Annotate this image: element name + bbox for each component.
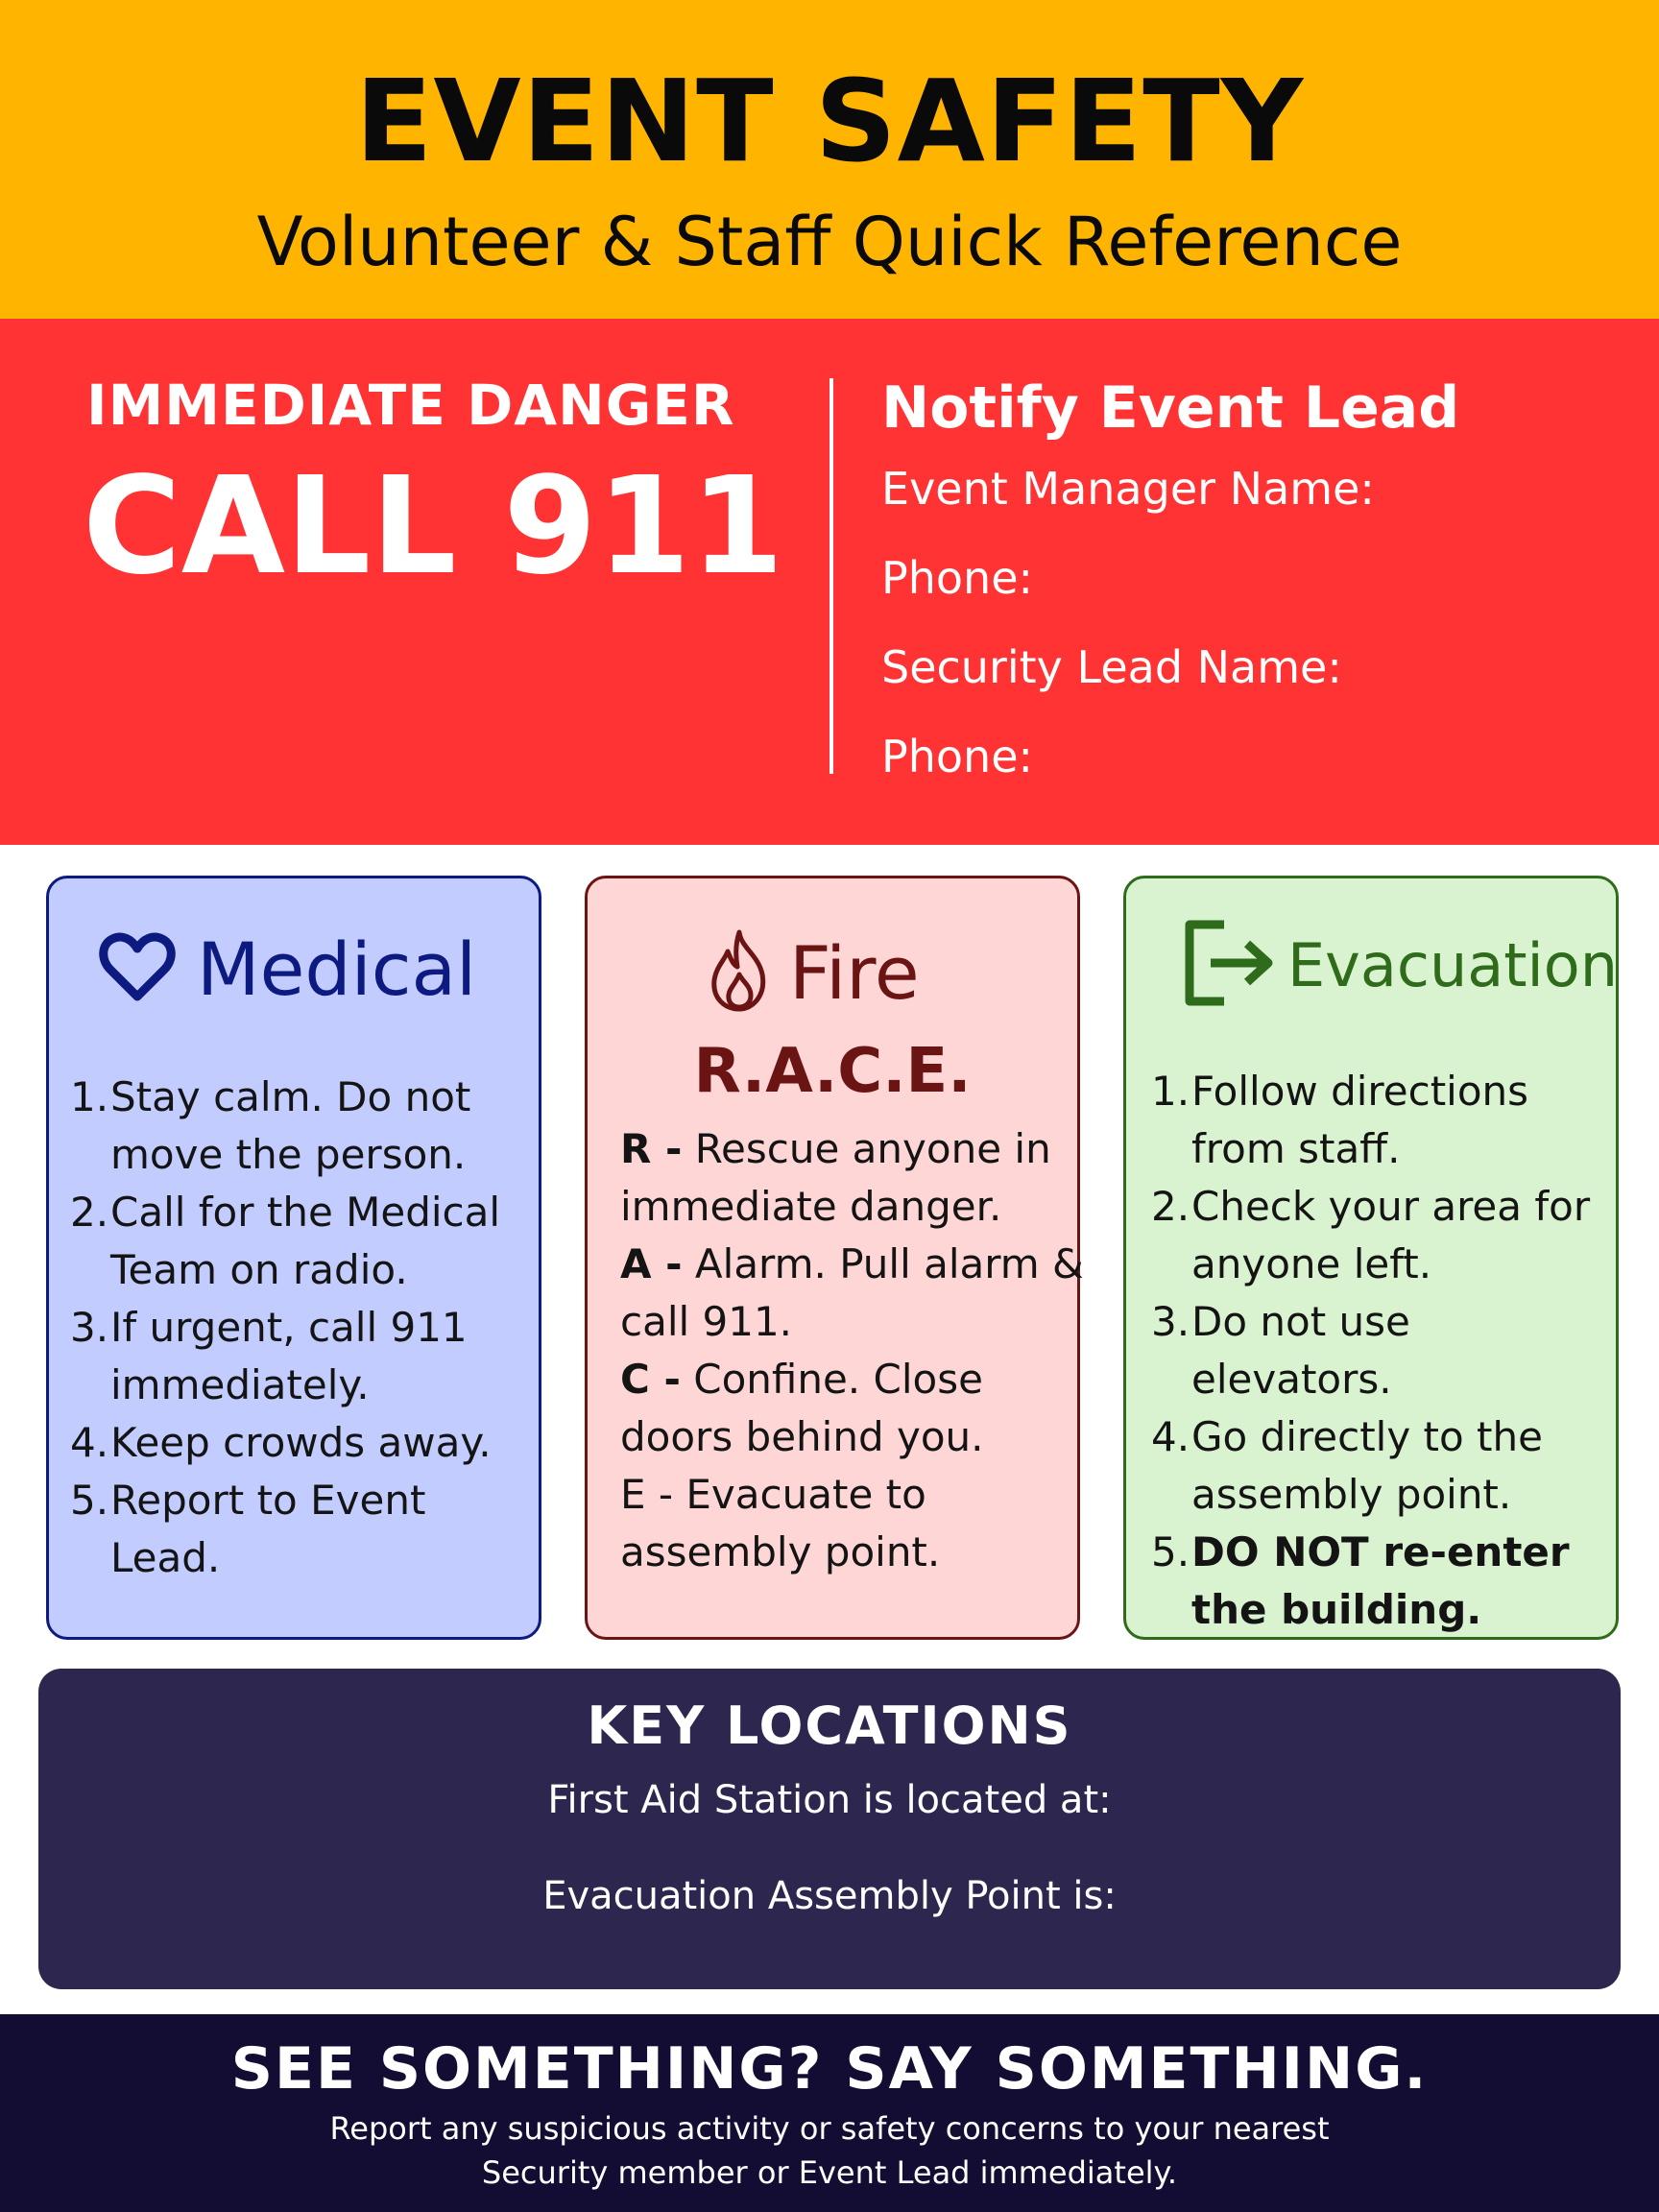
- page-title: EVENT SAFETY: [354, 55, 1305, 187]
- evacuation-card-title: Evacuation: [1287, 929, 1618, 1000]
- race-item-alarm-cont: call 911.: [620, 1298, 793, 1345]
- race-item-evacuate: E - Evacuate to: [620, 1471, 926, 1518]
- evacuation-card: [1123, 876, 1619, 1640]
- race-item-alarm: A - Alarm. Pull alarm &: [620, 1240, 1084, 1287]
- race-item-confine-cont: doors behind you.: [620, 1413, 984, 1460]
- race-item-rescue: R - Rescue anyone in: [620, 1125, 1051, 1172]
- assembly-point-field: Evacuation Assembly Point is:: [542, 1874, 1117, 1918]
- medical-card: [46, 876, 541, 1640]
- key-locations-panel: [38, 1669, 1621, 1989]
- list-item: 2. Check your area for anyone left.: [1151, 1183, 1591, 1287]
- race-acronym: R.A.C.E.: [693, 1036, 972, 1107]
- first-aid-station-field: First Aid Station is located at:: [547, 1778, 1112, 1822]
- danger-divider: [830, 378, 833, 774]
- list-item: 4. Go directly to the assembly point.: [1151, 1413, 1543, 1518]
- security-lead-phone-field: Phone:: [881, 731, 1033, 782]
- race-item-rescue-cont: immediate danger.: [620, 1183, 1002, 1230]
- danger-panel: [0, 319, 1659, 845]
- race-item-evacuate-cont: assembly point.: [620, 1528, 941, 1575]
- list-item: 3. Do not use elevators.: [1151, 1298, 1410, 1403]
- immediate-danger-heading: IMMEDIATE DANGER: [86, 373, 735, 438]
- footer-line-2: Security member or Event Lead immediately.: [481, 2154, 1178, 2191]
- list-item: 5. DO NOT re-enter the building.: [1151, 1528, 1570, 1633]
- race-item-confine: C - Confine. Close: [620, 1356, 983, 1403]
- notify-event-lead-heading: Notify Event Lead: [881, 374, 1460, 442]
- evacuation-steps-list: [1151, 1063, 1616, 1639]
- fire-card-header: [703, 926, 920, 1019]
- footer-title: SEE SOMETHING? SAY SOMETHING.: [230, 2035, 1429, 2103]
- call-911-text: CALL 911: [83, 448, 784, 605]
- event-manager-name-field: Event Manager Name:: [881, 463, 1375, 515]
- footer-line-1: Report any suspicious activity or safety concerns to your nearest: [329, 2110, 1330, 2147]
- exit-icon: [1182, 917, 1276, 1013]
- list-item: 1. Stay calm. Do not move the person.: [70, 1073, 471, 1178]
- footer-banner: [0, 2014, 1659, 2212]
- flame-icon: [703, 926, 776, 1019]
- medical-card-title: Medical: [197, 926, 477, 1012]
- fire-card-title: Fire: [789, 929, 920, 1016]
- list-item: 5. Report to Event Lead.: [70, 1477, 426, 1581]
- evacuation-card-header: [1182, 917, 1618, 1013]
- list-item: 2. Call for the Medical Team on radio.: [70, 1189, 501, 1293]
- heart-icon: [99, 931, 176, 1008]
- security-lead-name-field: Security Lead Name:: [881, 641, 1342, 693]
- event-manager-phone-field: Phone:: [881, 552, 1033, 604]
- fire-card: [585, 876, 1084, 1640]
- header-banner: [0, 0, 1659, 319]
- medical-card-header: [99, 926, 476, 1012]
- list-item: 1. Follow directions from staff.: [1151, 1068, 1529, 1172]
- list-item: 3. If urgent, call 911 immediately.: [70, 1304, 468, 1408]
- list-item: 4. Keep crowds away.: [70, 1419, 492, 1466]
- race-steps: [620, 1120, 1084, 1581]
- medical-steps-list: [70, 1069, 541, 1587]
- page-subtitle: Volunteer & Staff Quick Reference: [256, 203, 1403, 281]
- key-locations-title: KEY LOCATIONS: [587, 1695, 1072, 1756]
